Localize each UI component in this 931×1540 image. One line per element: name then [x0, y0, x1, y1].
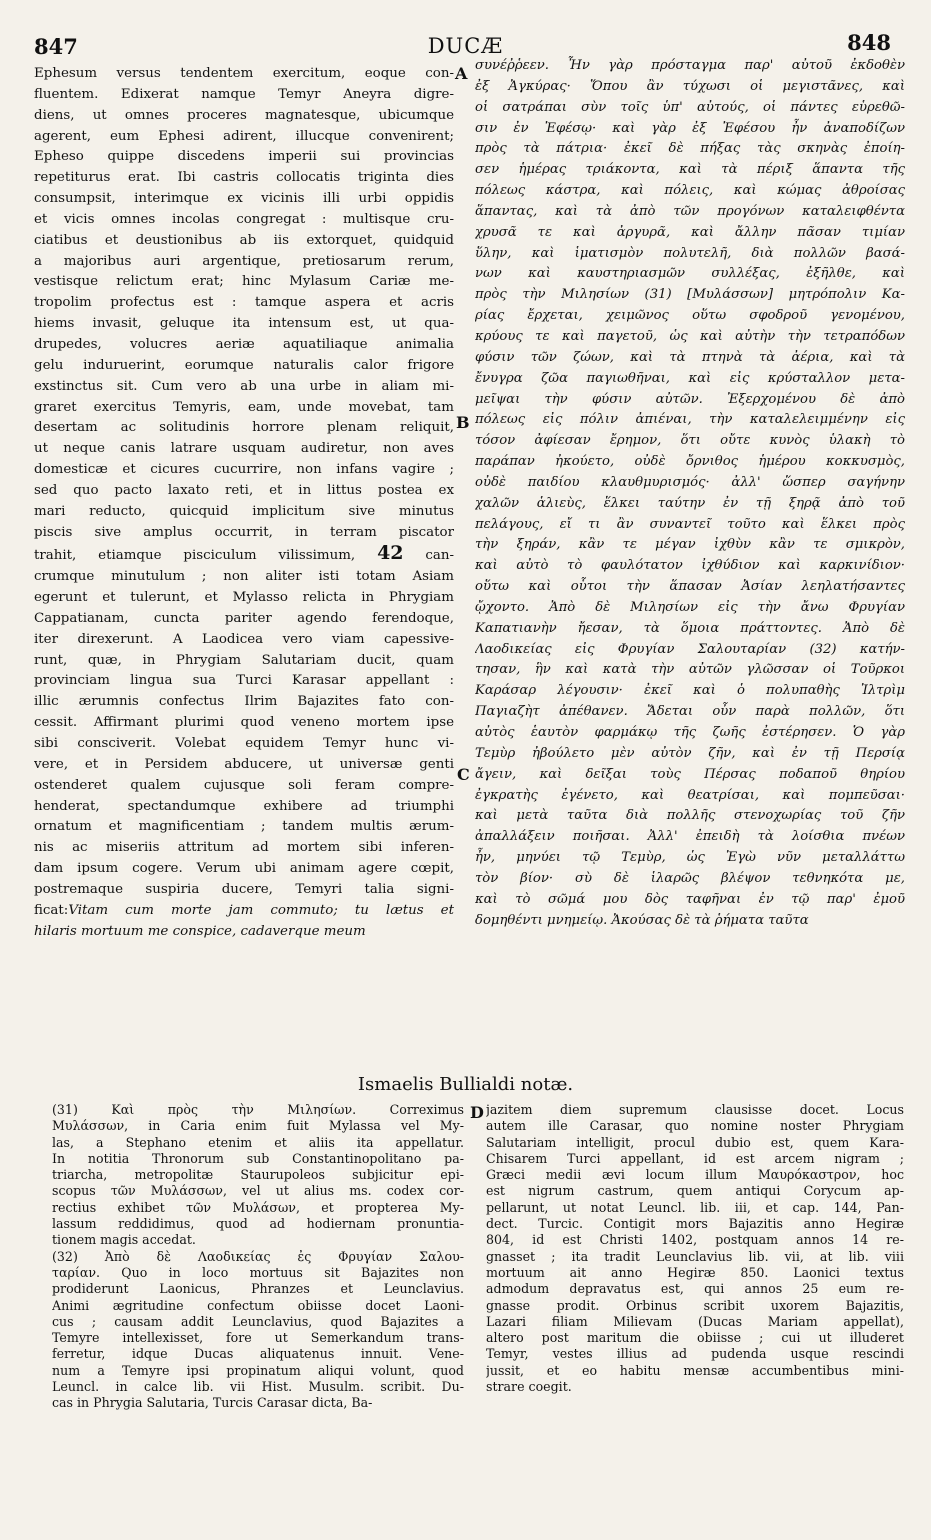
note-line: pellarunt, ut notat Leuncl. lib. iii, et cap. 144, Pan-: [486, 1199, 904, 1215]
note-line: rectius exhibet τῶν Μυλάσων, et propterea My-: [52, 1199, 464, 1215]
greek-line: μεῖψαι τὴν φύσιν αὐτῶν. Ἐξερχομένου δὲ ἀπὸ: [475, 391, 905, 407]
greek-line: συνέῤῥεεν. Ἦν γὰρ πρόσταγμα παρ' αὐτοῦ ἐκδοθὲν: [475, 58, 905, 73]
note-line: jussit, et eo habitu mensæ accumbentibus mini-: [486, 1362, 904, 1378]
note-line: 804, id est Christi 1402, postquam annos 14 re-: [486, 1232, 904, 1248]
running-title: DUCÆ: [427, 34, 504, 58]
note-line: est nigrum castrum, quem antiqui Corycum ap-: [486, 1183, 904, 1199]
notes-title: Ismaelis Bullialdi notæ.: [357, 1074, 574, 1095]
greek-line: καὶ αὐτὸ τὸ φαυλότατον ἰχθύδιον καὶ καρκινίδιον·: [475, 558, 905, 574]
latin-line: iter direxerunt. A Laodicea vero viam capessive-: [34, 631, 454, 647]
greek-line: δομηθέντι μνημείῳ. Ἀκούσας δὲ τὰ ῥήματα ταῦτα: [475, 912, 809, 928]
note-line: jazitem diem supremum clausisse docet. Locus: [486, 1102, 904, 1117]
latin-line: vestisque relictum erat; hinc Mylasum Cariæ me-: [34, 274, 454, 290]
greek-line: οἱ σατράπαι σὺν τοῖς ὑπ' αὐτούς, οἱ πάντες εὑρεθῶ-: [475, 99, 905, 115]
latin-line: graret exercitus Temyris, eam, unde movebat, tam: [34, 399, 454, 415]
right-page-number: 848: [847, 30, 891, 55]
greek-line: ᾤχοντο. Ἀπὸ δὲ Μιλησίων εἰς τὴν ἄνω Φρυγίαν: [475, 599, 905, 615]
note-line: Leuncl. in calce lib. vii Hist. Musulm. scribit. Du-: [52, 1379, 464, 1395]
latin-line: [34, 901, 454, 922]
greek-line: Καπατιανὴν ἤεσαν, τὰ ὅμοια πράττοντες. Ἀπὸ δὲ: [475, 620, 905, 636]
note-line: cas in Phrygia Salutaria, Turcis Carasar dicta, Ba-: [52, 1395, 373, 1411]
notes-left-column: [52, 1102, 464, 1412]
note-line: Temyre intellexisset, fore ut Semerkandum trans-: [52, 1330, 464, 1346]
left-page-number: 847: [34, 34, 78, 59]
latin-line: dam ipsum cogere. Verum ubi animam agere cœpit,: [34, 861, 454, 877]
note-line: ferretur, idque Ducas aliquatenus innuit. Vene-: [52, 1346, 464, 1362]
section-marker-c: C: [457, 765, 470, 784]
latin-line: drupedes, volucres aeriæ aquatiliaque animalia: [34, 336, 454, 352]
latin-line: ostenderet qualem cujusque soli feram compre-: [34, 777, 454, 793]
latin-line: ciatibus et deustionibus ab iis extorquet, quidquid: [34, 232, 454, 248]
greek-line: αὐτὸς ἑαυτὸν φαρμάκῳ τῆς ζωῆς ἐστέρησεν. Ὁ γὰρ: [475, 725, 905, 740]
greek-line: πρὸς τὴν Μιλησίων (31) [Μυλάσσων] μητρόπολιν Κα-: [475, 287, 905, 303]
latin-line: [34, 543, 454, 567]
greek-line: πελάγους, εἴ τι ἂν συναντεῖ τοῦτο καὶ ἕλκει πρὸς: [475, 516, 905, 532]
greek-line: ἐξ Ἀγκύρας· Ὅπου ἂν τύχωσι οἱ μεγιστᾶνες, καὶ: [475, 78, 905, 94]
section-marker-a: A: [455, 64, 468, 83]
latin-line: henderat, spectandumque exhibere ad triumphi: [34, 798, 454, 814]
note-line: (32) Ἀπὸ δὲ Λαοδικείας ἐς Φρυγίαν Σαλου-: [52, 1248, 464, 1264]
latin-line: postremaque suspiria ducere, Temyri talia signi-: [34, 881, 454, 897]
note-line: scopus τῶν Μυλάσσων, vel ut alius ms. codex cor-: [52, 1183, 464, 1199]
greek-line: ἀπαλλάξειν ποιῆσαι. Ἀλλ' ἐπειδὴ τὰ λοίσθια πνέων: [475, 829, 905, 845]
latin-line: Cappatianam, cuncta pariter agendo ferendoque,: [34, 610, 454, 626]
note-line: ταρίαν. Quo in loco mortuus sit Bajazites non: [52, 1264, 464, 1280]
latin-line: a majoribus auri argentique, pretiosarum rerum,: [34, 253, 454, 269]
latin-line: Ephesum versus tendentem exercitum, eoque con-: [34, 66, 454, 81]
latin-line-text: trahit, etiamque pisciculum vilissimum,: [34, 548, 356, 564]
latin-line: hilaris mortuum me conspice, cadaverque meum: [34, 923, 366, 939]
note-line: dect. Turcic. Contigit mors Bajazitis anno Hegiræ: [486, 1216, 904, 1232]
latin-line: sibi consciverit. Volebat equidem Temyr hunc vi-: [34, 736, 454, 751]
note-line: Salutariam intelligit, procul dubio est, quem Kara-: [486, 1134, 904, 1150]
greek-line: τὸν βίον· σὺ δὲ ἱλαρῶς βλέψον τεθνηκότα με,: [475, 870, 905, 886]
greek-line: Τεμὺρ ἠβούλετο μὲν αὐτὸν ζῆν, καὶ ἐν τῇ Περσίᾳ: [475, 745, 905, 761]
latin-line: fluentem. Edixerat namque Temyr Aneyra digre-: [34, 86, 454, 102]
greek-line: σεν ἡμέρας τριάκοντα, καὶ τὰ πέριξ ἅπαντα τῆς: [475, 162, 905, 178]
greek-line: Καράσαρ λέγουσιν· ἐκεῖ καὶ ὁ πολυπαθὴς Ἰλτρὶμ: [475, 683, 905, 699]
latin-line: domesticæ et cicures cucurrire, non infans vagire ;: [34, 462, 454, 478]
latin-line: agerent, eum Ephesi adirent, illucque convenirent;: [34, 128, 454, 144]
greek-line: Λαοδικείας εἰς Φρυγίαν Σαλουταρίαν (32) κατήν-: [475, 641, 905, 657]
note-line: las, a Stephano etenim et aliis ita appellatur.: [52, 1134, 464, 1150]
note-line: mortuum ait anno Hegiræ 850. Laonici textus: [486, 1264, 904, 1280]
greek-line: ρίας ἔρχεται, χειμῶνος οὕτω σφοδροῦ γενομένου,: [475, 308, 905, 324]
note-line: gnasset ; ita tradit Leunclavius lib. vii, at lib. viii: [486, 1248, 904, 1264]
greek-line: πρὸς τὰ πάτρια· ἐκεῖ δὲ πήξας τὰς σκηνὰς ἐποίη-: [475, 141, 905, 157]
latin-line-text: ficat:: [34, 902, 69, 918]
latin-line: hiems invasit, geluque ita intensum est, ut qua-: [34, 316, 454, 332]
latin-line: runt, quæ, in Phrygiam Salutariam ducit, quam: [34, 652, 454, 668]
note-line: num a Temyre ipsi propinatum aliqui volunt, quod: [52, 1362, 464, 1378]
latin-line: sed quo pacto laxato reti, et in littus postea ex: [34, 482, 454, 498]
latin-line: exstinctus sit. Cum vero ab una urbe in aliam mi-: [34, 378, 454, 394]
note-line: strare coegit.: [486, 1379, 572, 1395]
greek-line: τὴν ξηράν, κἂν τε μέγαν ἰχθὺν κἂν τε σμικρὸν,: [475, 537, 905, 553]
note-line: Temyr, vestes illius ad pudenda usque rescindi: [486, 1346, 904, 1362]
greek-line: πόλεως εἰς πόλιν ἀπιέναι, τὴν καταλελειμμένην εἰς: [475, 412, 905, 428]
note-line: prodiderunt Laonicus, Phranzes et Leunclavius.: [52, 1281, 464, 1297]
latin-line: egerunt et tulerunt, et Mylasso relicta in Phrygiam: [34, 590, 454, 606]
latin-line: vere, et in Persidem abducere, ut universæ genti: [34, 756, 454, 772]
latin-line: nis ac miseriis attritum ad mortem sibi inferen-: [34, 840, 454, 856]
latin-line: ut neque canis latrare usquam audiretur, non aves: [34, 441, 454, 457]
latin-line: diens, ut omnes proceres magnatesque, ubicumque: [34, 107, 454, 123]
section-marker-d: D: [470, 1103, 484, 1122]
greek-line: τησαν, ἣν καὶ κατὰ τὴν αὐτῶν γλῶσσαν οἱ Τοῦρκοι: [475, 662, 905, 678]
latin-line: provinciam lingua sua Turci Karasar appellant :: [34, 673, 454, 689]
latin-line-end: can-: [425, 548, 454, 564]
section-marker-b: B: [456, 413, 470, 432]
greek-line: κρύους τε καὶ παγετοῦ, ὡς καὶ αὐτὴν τὴν τετραπόδων: [475, 328, 905, 344]
greek-line: ἐγκρατὴς ἐγένετο, καὶ θεατρίσαι, καὶ πομπεῦσαι·: [475, 787, 905, 803]
greek-line: τόσον ἀφίεσαν ἔρημον, ὅτι οὔτε κυνὸς ὑλακὴ τὸ: [475, 433, 905, 449]
greek-line: χαλῶν ἁλιεὺς, ἕλκει ταύτην ἐν τῇ ξηρᾷ ἀπὸ τοῦ: [475, 495, 905, 511]
greek-line: Παγιαζὴτ ἀπέθανεν. Ἄδεται οὖν παρὰ πολλῶν, ὅτι: [475, 704, 905, 720]
greek-line: καὶ τὸ σῶμά μου δὸς ταφῆναι ἐν τῷ παρ' ἐμοῦ: [475, 891, 905, 907]
latin-line: consumpsit, interimque ex vicinis illi urbi oppidis: [34, 191, 454, 207]
notes-right-column: [486, 1102, 904, 1395]
greek-line: ὕλην, καὶ ἱματισμὸν πολυτελῆ, διὰ πολλῶν βασά-: [475, 245, 905, 261]
note-line: Chisarem Turci appellant, id est arcem nigram ;: [486, 1150, 904, 1166]
note-line: Animi ægritudine confectum obiisse docet Laoni-: [52, 1297, 464, 1313]
latin-quote: Vitam cum morte jam commuto; tu lætus et: [68, 902, 454, 918]
note-line: cus ; causam addit Leunclavius, quod Bajazites a: [52, 1313, 464, 1329]
note-line: admodum depravatus est, qui annos 25 eum re-: [486, 1281, 904, 1297]
greek-line: παράπαν ἠκούετο, οὐδὲ ὄρνιθος ἡμέρου κοκκυσμὸς,: [475, 454, 905, 470]
greek-line: ἔνυγρα ζῶα παγιωθῆναι, καὶ εἰς κρύσταλλον μετα-: [475, 370, 905, 386]
latin-line: ornatum et magnificentiam ; tandem multis ærum-: [34, 819, 454, 835]
latin-line: et vicis omnes incolas congregat : multisque cru-: [34, 211, 454, 227]
latin-line: tropolim profectus est : tamque aspera et acris: [34, 295, 454, 311]
greek-line: νων καὶ καυστηριασμῶν συλλέξας, ἐξῆλθε, καὶ: [475, 266, 905, 282]
note-line: gnasse prodit. Orbinus scribit uxorem Bajazitis,: [486, 1297, 904, 1313]
note-line: Lazari filiam Milievam (Ducas Mariam appellat),: [486, 1313, 904, 1329]
greek-line: φύσιν τῶν ζώων, καὶ τὰ πτηνὰ τὰ ἀέρια, καὶ τὰ: [475, 349, 905, 365]
latin-line: repetiturus erat. Ibi castris collocatis triginta dies: [34, 170, 454, 186]
greek-line: καὶ μετὰ ταῦτα διὰ πολλῆς στενοχωρίας τοῦ ζῆν: [475, 808, 905, 824]
greek-line: σιν ἐν Ἐφέσῳ· καὶ γὰρ ἐξ Ἐφέσου ἦν ἀναποδίζων: [475, 120, 905, 136]
note-line: Μυλάσσων, in Caria enim fuit Mylassa vel My-: [52, 1118, 464, 1134]
folio-number: 42: [377, 542, 404, 565]
note-line: altero post maritum die obiisse ; cui ut illuderet: [486, 1330, 904, 1346]
latin-line: mari reducto, quicquid implicitum sive minutus: [34, 503, 454, 519]
latin-line: cessit. Affirmant plurimi quod veneno mortem ipse: [34, 715, 454, 731]
latin-text-column: [34, 64, 454, 942]
note-line: triarcha, metropolitæ Staurupoleos subjicitur epi-: [52, 1167, 464, 1183]
greek-line: οὐδὲ παιδίου κλαυθμυρισμός· ἀλλ' ὥσπερ σαγήνην: [475, 474, 905, 490]
latin-line: crumque minutulum ; non aliter isti totam Asiam: [34, 569, 454, 585]
greek-line: ἅπαντας, καὶ τὰ ἀπὸ τῶν προγόνων καταλειφθέντα: [475, 203, 905, 219]
note-line: (31) Καὶ πρὸς τὴν Μιλησίων. Correximus: [52, 1102, 464, 1117]
latin-line: illic ærumnis confectus Ilrim Bajazites fato con-: [34, 694, 454, 710]
latin-line: Epheso quippe discedens imperii sui provincias: [34, 149, 454, 165]
latin-line: piscis sive amplus occurrit, in terram piscator: [34, 524, 454, 540]
greek-text-column: [475, 56, 905, 931]
note-line: Græci medii ævi locum illum Μαυρόκαστρον, hoc: [486, 1167, 904, 1183]
latin-line: gelu induruerint, eorumque naturalis calor frigore: [34, 357, 454, 373]
greek-line: πόλεως κάστρα, καὶ πόλεις, καὶ κώμας ἀθροίσας: [475, 183, 905, 199]
note-line: In notitia Thronorum sub Constantinopolitano pa-: [52, 1150, 464, 1166]
note-line: tionem magis accedat.: [52, 1232, 196, 1248]
greek-line: οὕτω καὶ οὗτοι τὴν ἅπασαν Ἀσίαν λεηλατήσαντες: [475, 579, 905, 595]
greek-line: ἄγειν, καὶ δεῖξαι τοὺς Πέρσας ποδαποῦ θηρίου: [475, 766, 905, 782]
note-line: lassum reddidimus, quod ad hodiernam pronuntia-: [52, 1216, 464, 1232]
latin-line: desertam ac solitudinis horrore plenam reliquit,: [34, 420, 454, 436]
greek-line: χρυσᾶ τε καὶ ἀργυρᾶ, καὶ ἄλλην πᾶσαν τιμίαν: [475, 224, 905, 240]
greek-line: ἦν, μηνύει τῷ Τεμὺρ, ὡς Ἐγὼ νῦν μεταλλάττω: [475, 850, 905, 866]
note-line: autem ille Carasar, quo nomine noster Phrygiam: [486, 1118, 904, 1134]
